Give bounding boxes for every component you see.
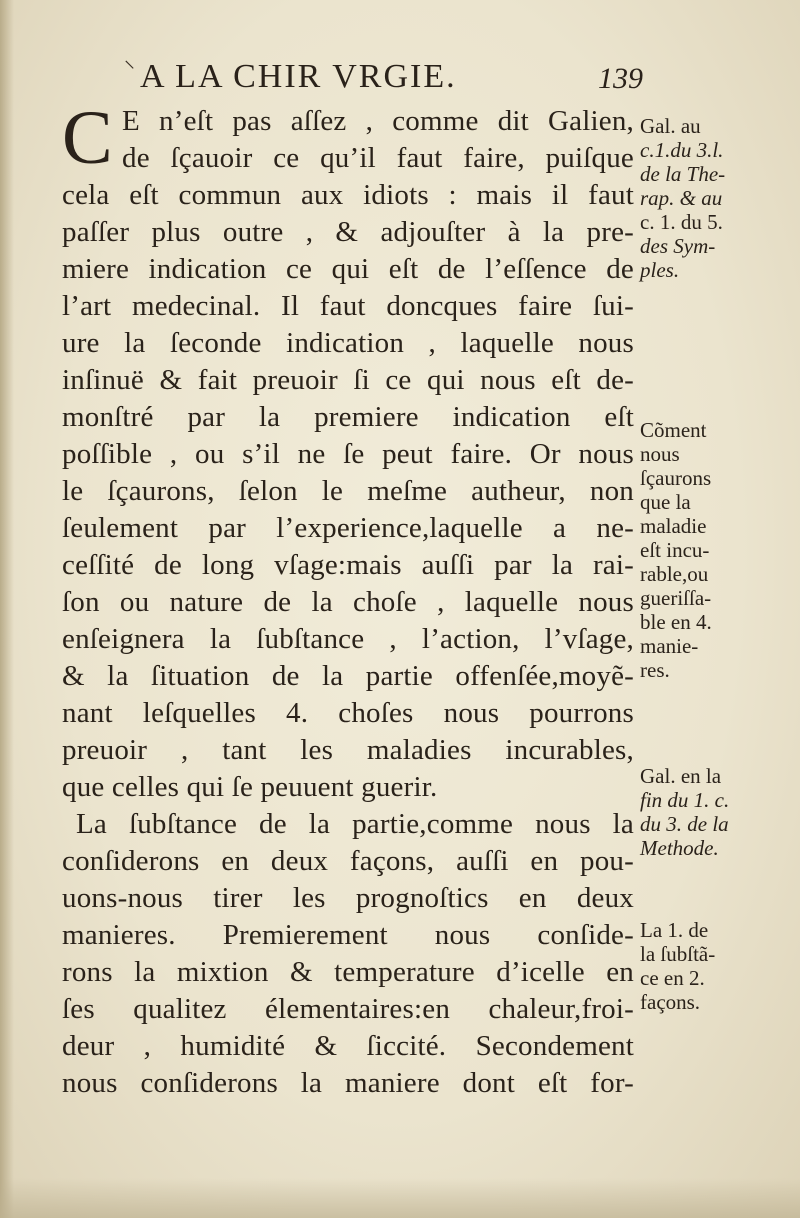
- note-line: rap. & au: [640, 186, 723, 210]
- note-line: des Sym-: [640, 234, 716, 258]
- note-line: du 3. de la: [640, 812, 729, 836]
- body-text: [62, 103, 634, 1102]
- note-line: c.1.du 3.l.: [640, 138, 724, 162]
- note-line: de la The-: [640, 162, 726, 186]
- note-line: fin du 1. c.: [640, 788, 730, 812]
- note-line: la ſubſtã-: [640, 942, 716, 966]
- note-line: ples.: [640, 258, 680, 282]
- note-line: rable,ou: [640, 562, 709, 586]
- note-line: La 1. de: [640, 918, 709, 942]
- spine-shadow: [0, 0, 14, 1218]
- margin-note-methode-reference: [640, 764, 790, 860]
- note-line: res.: [640, 658, 670, 682]
- running-head: [140, 58, 660, 98]
- note-line: Methode.: [640, 836, 719, 860]
- note-line: Cõment: [640, 418, 707, 442]
- note-line: c. 1. du 5.: [640, 210, 723, 234]
- text-line: enſeignera la ſubſtance , l’action, l’vſage,: [62, 623, 634, 655]
- note-line: que la: [640, 490, 691, 514]
- text-line: manieres. Premierement nous conſide-: [62, 919, 634, 951]
- text-line: conſiderons en deux façons, auſſi en pou-: [62, 845, 634, 877]
- page-edge-shadow: [0, 1178, 800, 1218]
- text-line: inſinuë & fait preuoir ſi ce qui nous eſt de-: [62, 364, 634, 396]
- text-line: La ſubſtance de la partie,comme nous la: [76, 808, 634, 840]
- note-line: eſt incu-: [640, 538, 710, 562]
- drop-cap: C: [62, 96, 113, 180]
- note-line: Gal. au: [640, 114, 701, 138]
- text-line: ſes qualitez élementaires:en chaleur,froi-: [62, 993, 634, 1025]
- text-line: & la ſituation de la partie offenſée,moyẽ-: [62, 660, 634, 692]
- text-line: poſſible , ou s’il ne ſe peut faire. Or nous: [62, 438, 634, 470]
- text-line: que celles qui ſe peuuent guerir.: [62, 771, 438, 803]
- text-line: le ſçaurons, ſelon le meſme autheur, non: [62, 475, 634, 507]
- margin-note-comment: [640, 418, 790, 682]
- text-line: nous conſiderons la maniere dont eſt for-: [62, 1067, 634, 1099]
- text-line: deur , humidité & ſiccité. Secondement: [62, 1030, 634, 1062]
- note-line: gueriſſa-: [640, 586, 712, 610]
- text-line: de ſçauoir ce qu’il faut faire, puiſque: [122, 142, 634, 174]
- text-line: l’art medecinal. Il faut doncques faire ſui-: [62, 290, 634, 322]
- note-line: ſçaurons: [640, 466, 712, 490]
- text-line: monſtré par la premiere indication eſt: [62, 401, 634, 433]
- text-line: ure la ſeconde indication , laquelle nous: [62, 327, 634, 359]
- note-line: ce en 2.: [640, 966, 705, 990]
- margin-note-substance: [640, 918, 790, 1014]
- note-line: manie-: [640, 634, 699, 658]
- margin-note-galien-reference: [640, 114, 790, 282]
- text-line: ſon ou nature de la choſe , laquelle nous: [62, 586, 634, 618]
- running-head-title: A LA CHIR VRGIE.: [140, 58, 457, 95]
- note-line: maladie: [640, 514, 707, 538]
- text-line: cela eſt commun aux idiots : mais il faut: [62, 179, 634, 211]
- text-line: miere indication ce qui eſt de l’eſſence de: [62, 253, 634, 285]
- stray-ink-mark: ⸜: [124, 48, 136, 73]
- text-line: rons la mixtion & temperature d’icelle en: [62, 956, 634, 988]
- note-line: Gal. en la: [640, 764, 722, 788]
- note-line: ble en 4.: [640, 610, 712, 634]
- text-line: ceſſité de long vſage:mais auſſi par la rai-: [62, 549, 634, 581]
- text-line: E n’eſt pas aſſez , comme dit Galien,: [122, 105, 634, 137]
- text-line: ſeulement par l’experience,laquelle a ne-: [62, 512, 634, 544]
- note-line: nous: [640, 442, 680, 466]
- text-line: paſſer plus outre , & adjouſter à la pre-: [62, 216, 634, 248]
- text-line: nant leſquelles 4. choſes nous pourrons: [62, 697, 634, 729]
- text-line: uons-nous tirer les prognoſtics en deux: [62, 882, 634, 914]
- text-line: preuoir , tant les maladies incurables,: [62, 734, 634, 766]
- note-line: façons.: [640, 990, 701, 1014]
- page-number: 139: [598, 62, 643, 95]
